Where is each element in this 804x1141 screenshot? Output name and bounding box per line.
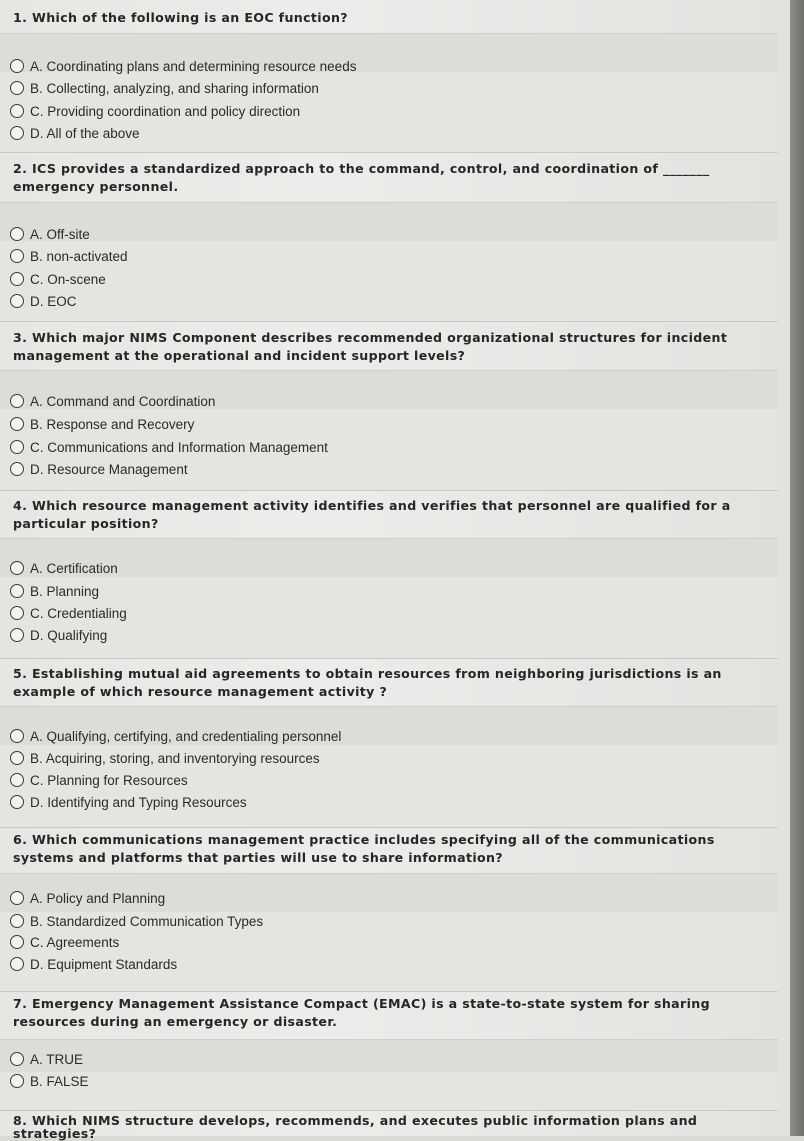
radio-button[interactable] bbox=[10, 227, 24, 241]
radio-button[interactable] bbox=[10, 957, 24, 971]
option-c[interactable] bbox=[10, 268, 106, 290]
option-label: C. Agreements bbox=[30, 934, 120, 950]
option-b[interactable] bbox=[10, 245, 128, 267]
options-group bbox=[0, 202, 778, 322]
option-label: B. non-activated bbox=[30, 248, 128, 264]
radio-button[interactable] bbox=[10, 417, 24, 431]
option-label: C. Providing coordination and policy direction bbox=[30, 103, 301, 119]
radio-button[interactable] bbox=[10, 249, 24, 263]
radio-button[interactable] bbox=[10, 914, 24, 928]
option-c[interactable] bbox=[10, 931, 119, 953]
option-label: B. Collecting, analyzing, and sharing information bbox=[30, 80, 319, 96]
option-label: D. Resource Management bbox=[30, 461, 188, 477]
radio-button[interactable] bbox=[10, 1052, 24, 1066]
option-b[interactable] bbox=[10, 910, 263, 932]
option-d[interactable] bbox=[10, 791, 247, 813]
radio-button[interactable] bbox=[10, 126, 24, 140]
question-text: 7. Emergency Management Assistance Compact (EMAC) is a state-to-state system for sharing resources during an emergency or disaster. bbox=[13, 996, 710, 1029]
option-label: D. EOC bbox=[30, 293, 77, 309]
radio-button[interactable] bbox=[10, 935, 24, 949]
option-label: D. Qualifying bbox=[30, 627, 108, 643]
option-b[interactable] bbox=[10, 413, 194, 435]
option-label: A. Coordinating plans and determining resource needs bbox=[30, 58, 357, 74]
option-label: D. Identifying and Typing Resources bbox=[30, 794, 247, 810]
options-group bbox=[0, 370, 778, 491]
option-b[interactable] bbox=[10, 747, 320, 769]
option-a[interactable] bbox=[10, 223, 90, 245]
option-label: C. Planning for Resources bbox=[30, 772, 188, 788]
option-label: A. Certification bbox=[30, 560, 118, 576]
option-label: C. Communications and Information Management bbox=[30, 439, 328, 455]
radio-button[interactable] bbox=[10, 462, 24, 476]
radio-button[interactable] bbox=[10, 729, 24, 743]
option-label: B. Response and Recovery bbox=[30, 416, 195, 432]
option-d[interactable] bbox=[10, 122, 140, 144]
radio-button[interactable] bbox=[10, 394, 24, 408]
options-group bbox=[0, 706, 778, 828]
option-a[interactable] bbox=[10, 55, 356, 77]
radio-button[interactable] bbox=[10, 561, 24, 575]
radio-button[interactable] bbox=[10, 272, 24, 286]
option-label: A. Policy and Planning bbox=[30, 890, 166, 906]
radio-button[interactable] bbox=[10, 628, 24, 642]
radio-button[interactable] bbox=[10, 773, 24, 787]
question-text: 6. Which communications management practice includes specifying all of the communications systems and platforms that parties will use to share information? bbox=[13, 832, 715, 865]
options-group bbox=[0, 1039, 778, 1111]
option-label: A. Command and Coordination bbox=[30, 393, 216, 409]
option-label: C. On-scene bbox=[30, 271, 106, 287]
radio-button[interactable] bbox=[10, 584, 24, 598]
options-group bbox=[0, 538, 778, 659]
options-group bbox=[0, 873, 778, 992]
question-text: 5. Establishing mutual aid agreements to obtain resources from neighboring jurisdictions is an example of which resource management activity ? bbox=[13, 666, 722, 699]
option-d[interactable] bbox=[10, 290, 77, 312]
option-label: B. Standardized Communication Types bbox=[30, 913, 264, 929]
option-a[interactable] bbox=[10, 1048, 83, 1070]
radio-button[interactable] bbox=[10, 294, 24, 308]
question-text: 3. Which major NIMS Component describes recommended organizational structures for incident management at the operational and incident support levels? bbox=[13, 330, 728, 363]
option-label: D. Equipment Standards bbox=[30, 956, 178, 972]
option-a[interactable] bbox=[10, 887, 165, 909]
radio-button[interactable] bbox=[10, 104, 24, 118]
option-label: B. Planning bbox=[30, 583, 100, 599]
radio-button[interactable] bbox=[10, 891, 24, 905]
option-d[interactable] bbox=[10, 953, 177, 975]
options-group bbox=[0, 33, 778, 153]
option-a[interactable] bbox=[10, 390, 215, 412]
option-a[interactable] bbox=[10, 725, 341, 747]
option-c[interactable] bbox=[10, 769, 188, 791]
option-label: B. FALSE bbox=[30, 1073, 89, 1089]
option-a[interactable] bbox=[10, 557, 118, 579]
question-text: 2. ICS provides a standardized approach to the command, control, and coordination of _______ emergency personnel. bbox=[13, 161, 710, 194]
radio-button[interactable] bbox=[10, 440, 24, 454]
option-c[interactable] bbox=[10, 100, 300, 122]
option-c[interactable] bbox=[10, 602, 127, 624]
option-c[interactable] bbox=[10, 436, 328, 458]
option-label: A. Off-site bbox=[30, 226, 90, 242]
option-d[interactable] bbox=[10, 624, 107, 646]
radio-button[interactable] bbox=[10, 751, 24, 765]
radio-button[interactable] bbox=[10, 59, 24, 73]
radio-button[interactable] bbox=[10, 606, 24, 620]
option-b[interactable] bbox=[10, 580, 99, 602]
option-label: B. Acquiring, storing, and inventorying resources bbox=[30, 750, 320, 766]
question-text: 8. Which NIMS structure develops, recommends, and executes public information plans and strategies? bbox=[13, 1113, 698, 1141]
option-b[interactable] bbox=[10, 1070, 89, 1092]
radio-button[interactable] bbox=[10, 81, 24, 95]
radio-button[interactable] bbox=[10, 795, 24, 809]
option-label: C. Credentialing bbox=[30, 605, 127, 621]
page-edge-shadow bbox=[790, 0, 804, 1136]
option-label: D. All of the above bbox=[30, 125, 140, 141]
option-d[interactable] bbox=[10, 458, 188, 480]
option-label: A. Qualifying, certifying, and credentialing personnel bbox=[30, 728, 342, 744]
question-text: 4. Which resource management activity identifies and verifies that personnel are qualified for a particular position? bbox=[13, 498, 731, 531]
question-text: 1. Which of the following is an EOC function? bbox=[13, 10, 348, 25]
radio-button[interactable] bbox=[10, 1074, 24, 1088]
option-b[interactable] bbox=[10, 77, 319, 99]
option-label: A. TRUE bbox=[30, 1051, 84, 1067]
